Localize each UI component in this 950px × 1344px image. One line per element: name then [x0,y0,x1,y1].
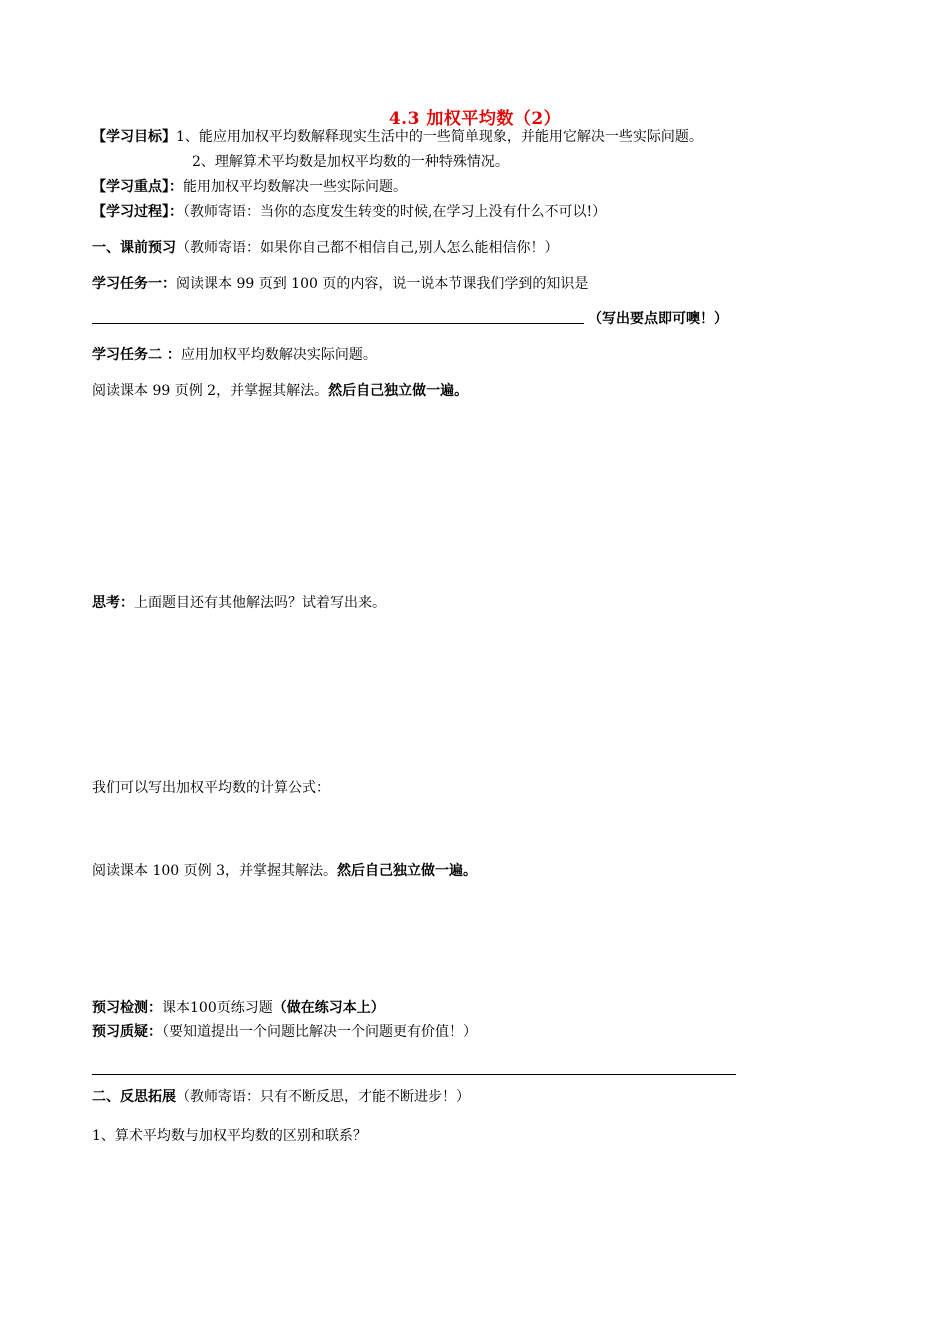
example-3-instruction: 然后自己独立做一遍。 [336,863,477,879]
learning-focus [92,178,407,196]
learning-goals [92,128,703,146]
task-2-label: 学习任务二 ： [92,347,181,363]
task-2 [92,346,377,364]
task-2-text: 应用加权平均数解决实际问题。 [180,347,377,363]
formula-prompt: 我们可以写出加权平均数的计算公式： [92,780,330,796]
answer-blank-line [92,323,584,324]
think-label: 思考： [92,595,134,611]
section-1-note: （教师寄语：如果你自己都不相信自己,别人怎么能相信你！） [176,240,559,256]
section-2-heading: 二、反思拓展 [92,1089,176,1105]
learning-focus-text: 能用加权平均数解决一些实际问题。 [183,179,407,195]
reflect-question-1: 1、算术平均数与加权平均数的区别和联系？ [92,1128,367,1144]
learning-process-text: （教师寄语：当你的态度发生转变的时候,在学习上没有什么不可以!） [183,204,607,220]
example-2-instruction: 然后自己独立做一遍。 [328,383,469,399]
task-1-text: 阅读课本 99 页到 100 页的内容，说一说本节课我们学到的知识是 [176,276,589,292]
learning-process-label: 【学习过程】： [92,204,183,220]
section-2-note: （教师寄语：只有不断反思，才能不断进步！） [176,1089,470,1105]
question-blank-line [92,1074,736,1075]
section-2 [92,1088,470,1106]
task-1 [92,275,588,293]
preview-question [92,1023,477,1041]
example-3 [92,862,477,880]
example-2-text: 阅读课本 99 页例 2，并掌握其解法。 [92,383,329,399]
preview-check [92,999,385,1017]
section-1 [92,239,558,257]
learning-goal-2: 2、理解算术平均数是加权平均数的一种特殊情况。 [192,154,509,170]
learning-goal-1: 1、能应用加权平均数解释现实生活中的一些简单现象，并能用它解决一些实际问题。 [176,129,703,145]
example-2 [92,382,468,400]
think [92,594,386,612]
learning-focus-label: 【学习重点】： [92,179,183,195]
learning-goals-label: 【学习目标】 [92,129,176,145]
page-title: 4.3 加权平均数（2） [388,109,562,129]
task-1-label: 学习任务一： [92,276,176,292]
preview-question-text: （要知道提出一个问题比解决一个问题更有价值！） [162,1024,477,1040]
section-1-heading: 一、课前预习 [92,240,176,256]
learning-process [92,203,606,221]
preview-check-text: 课本100页练习题 [162,1000,273,1016]
preview-question-label: 预习质疑： [92,1024,162,1040]
preview-check-label: 预习检测： [92,1000,162,1016]
think-text: 上面题目还有其他解法吗？试着写出来。 [134,595,386,611]
example-3-text: 阅读课本 100 页例 3，并掌握其解法。 [92,863,337,879]
preview-check-note: （做在练习本上） [272,1000,385,1016]
task-1-hint: （写出要点即可噢！） [588,311,728,327]
